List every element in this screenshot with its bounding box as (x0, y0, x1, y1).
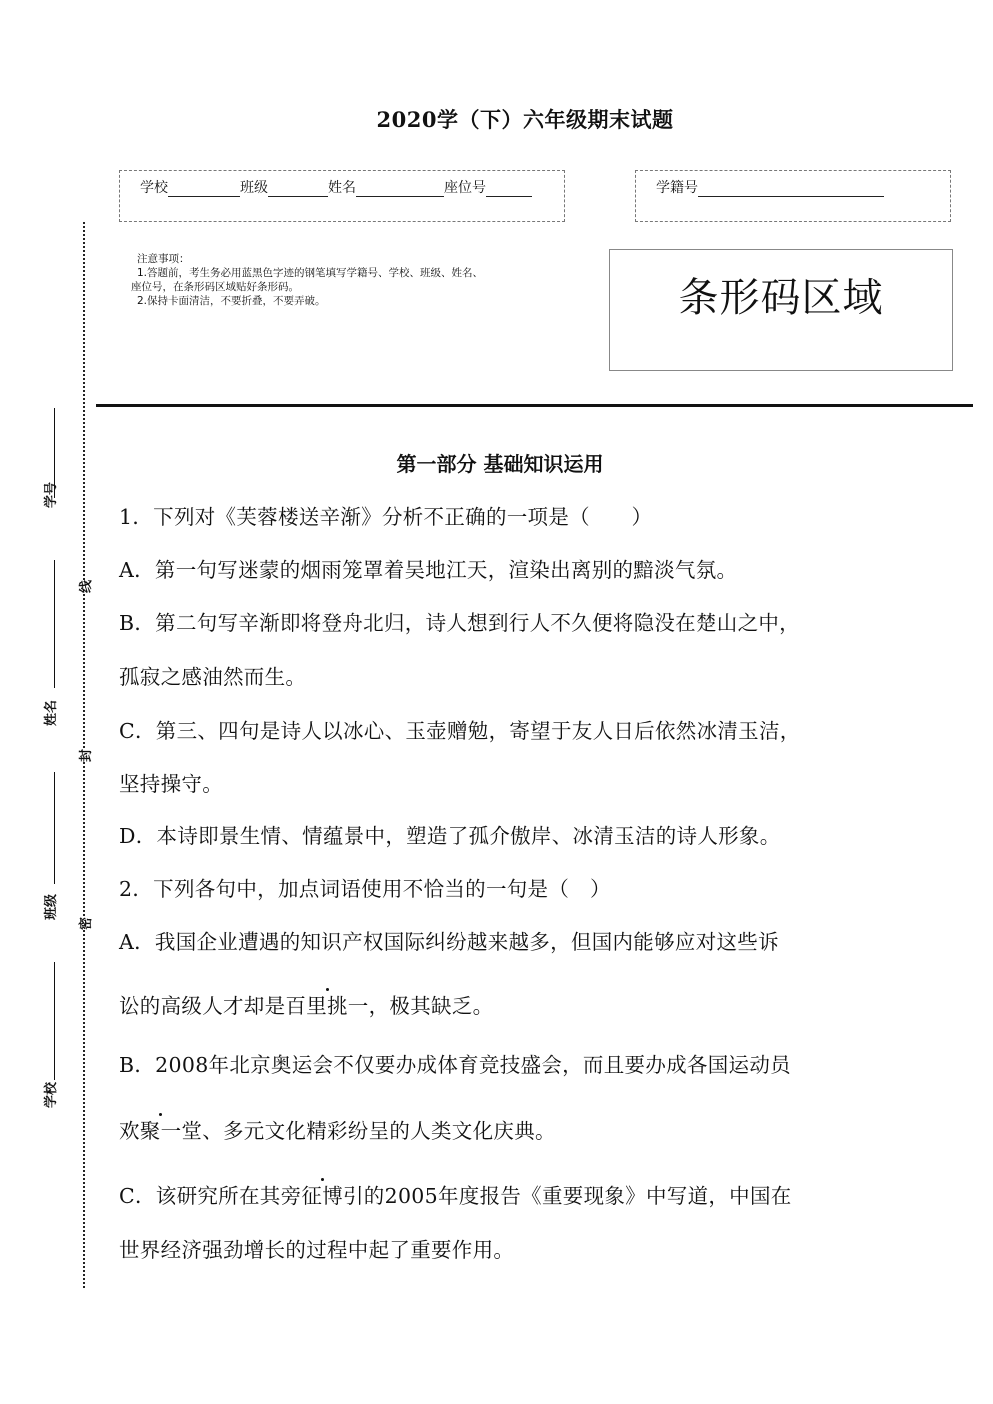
header-divider (96, 404, 973, 407)
side-label-school: 学校 (44, 1081, 59, 1108)
q1-option-b: B．第二句写辛渐即将登舟北归，诗人想到行人不久便将隐没在楚山之中， (119, 611, 800, 635)
q2-option-c (119, 1179, 792, 1209)
notes (131, 252, 591, 308)
q2-a-post: ，极其缺乏。 (368, 994, 494, 1018)
notes-item-2: 2.保持卡面清洁，不要折叠，不要弄破。 (137, 295, 326, 307)
student-id-label: 学籍号 (656, 180, 698, 196)
name-field[interactable] (356, 182, 444, 197)
school-field[interactable] (168, 182, 240, 197)
seat-field[interactable] (486, 182, 532, 197)
q2-option-c-cont: 世界经济强劲增长的过程中起了重要作用。 (119, 1238, 515, 1262)
student-info-fields (140, 177, 532, 197)
q2-option-a-cont (119, 989, 493, 1019)
notes-item-1: 1.答题前，考生务必用蓝黑色字迹的钢笔填写学籍号、学校、班级、姓名、 (137, 267, 484, 279)
seat-label: 座位号 (444, 180, 486, 196)
q2-stem: 2．下列各句中，加点词语使用不恰当的一句是（ ） (119, 877, 611, 901)
q1-option-a: A．第一句写迷蒙的烟雨笼罩着吴地江天，渲染出离别的黯淡气氛。 (119, 558, 738, 582)
name-label: 姓名 (328, 180, 356, 196)
q1-option-c-cont: 坚持操守。 (119, 772, 223, 796)
notes-heading: 注意事项： (137, 253, 190, 265)
q2-a-pre: 讼的高级人才却是 (119, 994, 286, 1018)
side-label-student-no: 学号 (44, 481, 59, 508)
q1-option-b-cont: 孤寂之感油然而生。 (119, 665, 307, 689)
cut-mark-seal: 封 (75, 749, 94, 762)
q2-a-marked-word: 百里挑一 (285, 994, 369, 1018)
class-field[interactable] (268, 182, 328, 197)
student-info-box (119, 170, 565, 222)
student-id-field[interactable] (698, 182, 884, 197)
q2-option-b: B．2008年北京奥运会不仅要办成体育竞技盛会，而且要办成各国运动员 (119, 1053, 791, 1077)
student-id-box (635, 170, 951, 222)
notes-item-1-cont: 座位号，在条形码区域贴好条形码。 (131, 281, 299, 293)
q2-option-b-cont (119, 1114, 556, 1144)
cut-mark-line: 线 (75, 580, 94, 593)
section-title: 第一部分 基础知识运用 (396, 452, 604, 476)
cut-mark-secret: 密 (75, 917, 94, 930)
q1-stem: 1．下列对《芙蓉楼送辛渐》分析不正确的一项是（ ） (119, 505, 653, 529)
q1-option-d: D．本诗即景生情、情蕴景中，塑造了孤介傲岸、冰清玉洁的诗人形象。 (119, 824, 781, 848)
school-line (54, 962, 55, 1080)
barcode-area (609, 249, 953, 371)
q2-c-pre: C．该研究所在其 (119, 1184, 281, 1208)
q2-b-post: 、多元文化精彩纷呈的人类文化庆典。 (202, 1119, 556, 1143)
school-label: 学校 (140, 180, 168, 196)
name-line (54, 560, 55, 688)
q1-option-c: C．第三、四句是诗人以冰心、玉壶赠勉，寄望于友人日后依然冰清玉洁， (119, 719, 801, 743)
q2-c-post: 的2005年度报告《重要现象》中写道，中国在 (363, 1184, 792, 1208)
side-label-class: 班级 (44, 893, 59, 920)
class-line (54, 772, 55, 884)
side-label-name: 姓名 (44, 699, 59, 726)
barcode-label: 条形码区域 (678, 275, 884, 321)
q2-b-marked-word: 欢聚一堂 (119, 1119, 203, 1143)
class-label: 班级 (240, 180, 268, 196)
q2-c-marked-word: 旁征博引 (280, 1184, 364, 1208)
q2-option-a: A．我国企业遭遇的知识产权国际纠纷越来越多，但国内能够应对这些诉 (119, 930, 779, 954)
page-title: 2020学（下）六年级期末试题 (376, 107, 674, 132)
student-id-row (656, 177, 884, 197)
